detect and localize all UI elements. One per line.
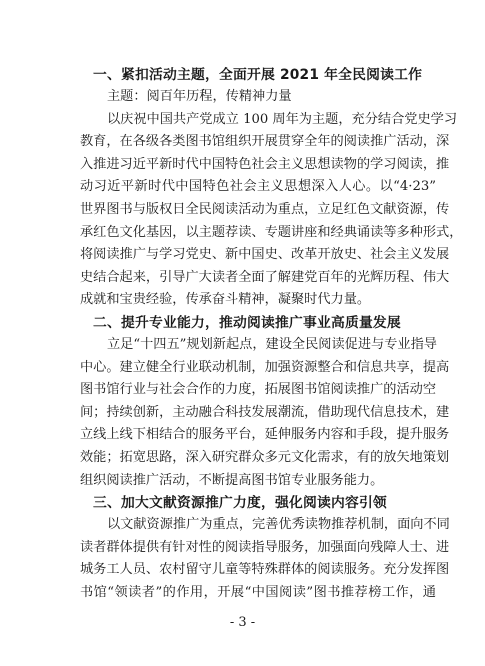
paragraph-line: 图书馆行业与社会合作的力度，拓展图书馆阅读推广的活动空 (80, 382, 437, 398)
section-1-paragraph (80, 109, 463, 312)
paragraph-line: 间；持续创新，主动融合科技发展潮流，借助现代信息技术，建 (80, 404, 450, 420)
section-3-heading: 三、加大文献资源推广力度，强化阅读内容引领 (93, 495, 387, 512)
paragraph-line: 动习近平新时代中国特色社会主义思想深入人心。以“4·23” (80, 179, 436, 195)
paragraph-line: 以庆祝中国共产党成立 100 周年为主题，充分结合党史学习 (107, 111, 458, 127)
document-body (80, 64, 463, 604)
paragraph-line: 读者群体提供有针对性的阅读指导服务，加强面向残障人士、进 (80, 539, 450, 555)
paragraph-line: 以文献资源推广为重点，完善优秀读物推荐机制，面向不同 (107, 517, 450, 533)
paragraph-line: 史结合起来，引导广大读者全面了解建党百年的光辉历程、伟大 (80, 269, 450, 285)
section-3-paragraph (80, 514, 450, 604)
section-2-paragraph (80, 334, 450, 492)
paragraph-line: 教育，在各级各类图书馆组织开展贯穿全年的阅读推广活动，深 (80, 134, 450, 150)
page-number: - 3 - (229, 615, 256, 630)
paragraph-line: 入推进习近平新时代中国特色社会主义思想读物的学习阅读，推 (80, 156, 450, 172)
section-2-heading: 二、提升专业能力，推动阅读推广事业高质量发展 (93, 314, 401, 331)
paragraph-line: 效能；拓宽思路，深入研究群众多元文化需求，有的放矢地策划 (80, 449, 450, 465)
paragraph-line: 城务工人员、农村留守儿童等特殊群体的阅读服务。充分发挥图 (80, 562, 450, 578)
paragraph-line: 立线上线下相结合的服务平台，延伸服务内容和手段，提升服务 (80, 427, 450, 443)
section-1-heading: 一、紧扣活动主题，全面开展 2021 年全民阅读工作 (93, 67, 423, 83)
section-1-theme: 主题：阅百年历程，传精神力量 (107, 89, 292, 104)
paragraph-line: 将阅读推广与学习党史、新中国史、改革开放史、社会主义发展 (80, 247, 450, 263)
paragraph-line: 立足“十四五”规划新起点，建设全民阅读促进与专业指导 (107, 336, 437, 352)
paragraph-line: 书馆“领读者”的作用，开展“中国阅读”图书推荐榜工作，通 (80, 584, 436, 600)
paragraph-line: 中心。建立健全行业联动机制，加强资源整合和信息共享，提高 (80, 359, 450, 375)
paragraph-line: 承红色文化基因，以主题荐读、专题讲座和经典诵读等多种形式， (80, 224, 463, 240)
paragraph-line: 世界图书与版权日全民阅读活动为重点，立足红色文献资源，传 (80, 201, 450, 217)
paragraph-line: 组织阅读推广活动，不断提高图书馆专业服务能力。 (80, 472, 384, 488)
paragraph-line: 成就和宝贵经验，传承奋斗精神，凝聚时代力量。 (80, 292, 371, 308)
